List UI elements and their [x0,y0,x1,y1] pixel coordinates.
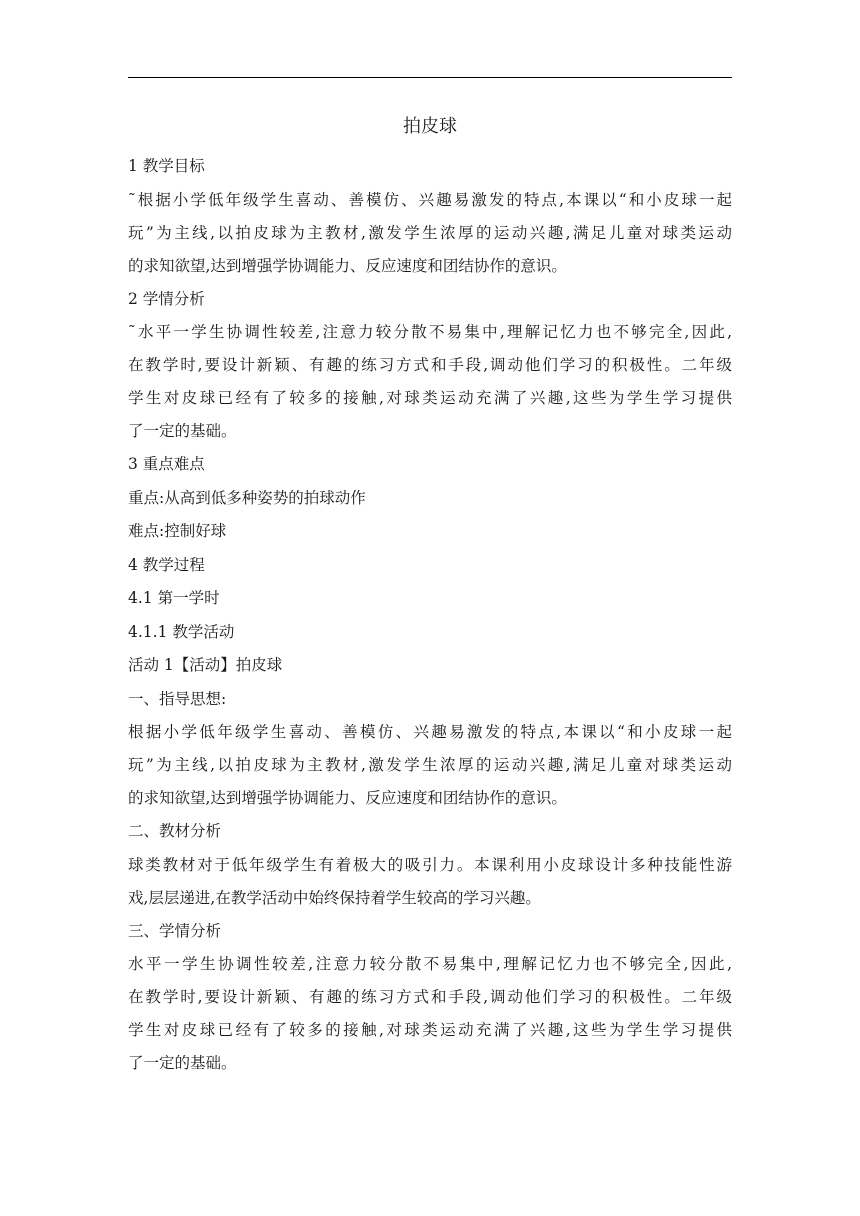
paragraph-line: 学生对皮球已经有了较多的接触,对球类运动充满了兴趣,这些为学生学习提供 [128,1021,732,1039]
paragraph-line: 戏,层层递进,在教学活动中始终保持着学生较高的学习兴趣。 [128,888,541,907]
paragraph-line: ˜根据小学低年级学生喜动、善模仿、兴趣易激发的特点,本课以“和小皮球一起 [128,190,732,209]
section-heading: 一、指导思想: [128,689,227,708]
section-heading: 活动 1【活动】拍皮球 [128,656,283,674]
paragraph-line: 了一定的基础。 [128,1054,237,1072]
paragraph [128,849,732,915]
paragraph-line: 根据小学低年级学生喜动、善模仿、兴趣易激发的特点,本课以“和小皮球一起 [128,723,732,741]
paragraph-line: ˜水平一学生协调性较差,注意力较分散不易集中,理解记忆力也不够完全,因此, [128,323,732,341]
paragraph-line: 球类教材对于低年级学生有着极大的吸引力。本课利用小皮球设计多种技能性游 [128,855,732,874]
section-heading: 1 教学目标 [128,157,205,175]
paragraph-line: 了一定的基础。 [128,422,237,440]
paragraph-line: 在教学时,要设计新颖、有趣的练习方式和手段,调动他们学习的积极性。二年级 [128,356,732,374]
document-title: 拍皮球 [403,116,457,137]
paragraph [128,316,732,448]
section-heading: 4.1.1 教学活动 [128,622,235,641]
paragraph-line: 学生对皮球已经有了较多的接触,对球类运动充满了兴趣,这些为学生学习提供 [128,389,732,407]
section-heading: 4 教学过程 [128,555,205,574]
paragraph-line: 的求知欲望,达到增强学协调能力、反应速度和团结协作的意识。 [128,256,567,275]
section-heading: 3 重点难点 [128,455,205,473]
paragraph-line: 在教学时,要设计新颖、有趣的练习方式和手段,调动他们学习的积极性。二年级 [128,988,732,1006]
document-body [128,150,732,1080]
section-heading: 4.1 第一学时 [128,589,220,607]
paragraph [128,948,732,1080]
section-heading: 二、教材分析 [128,822,222,840]
section-heading: 三、学情分析 [128,921,222,940]
section-heading: 重点:从高到低多种姿势的拍球动作 [128,488,366,507]
paragraph-line: 玩”为主线,以拍皮球为主教材,激发学生浓厚的运动兴趣,满足儿童对球类运动 [128,223,732,242]
paragraph-line: 水平一学生协调性较差,注意力较分散不易集中,理解记忆力也不够完全,因此, [128,955,732,973]
section-heading: 难点:控制好球 [128,522,227,540]
section-heading: 2 学情分析 [128,289,205,308]
header-rule [128,77,732,78]
paragraph-line: 玩”为主线,以拍皮球为主教材,激发学生浓厚的运动兴趣,满足儿童对球类运动 [128,756,732,774]
paragraph [128,184,732,283]
paragraph [128,716,732,815]
paragraph-line: 的求知欲望,达到增强学协调能力、反应速度和团结协作的意识。 [128,789,567,807]
